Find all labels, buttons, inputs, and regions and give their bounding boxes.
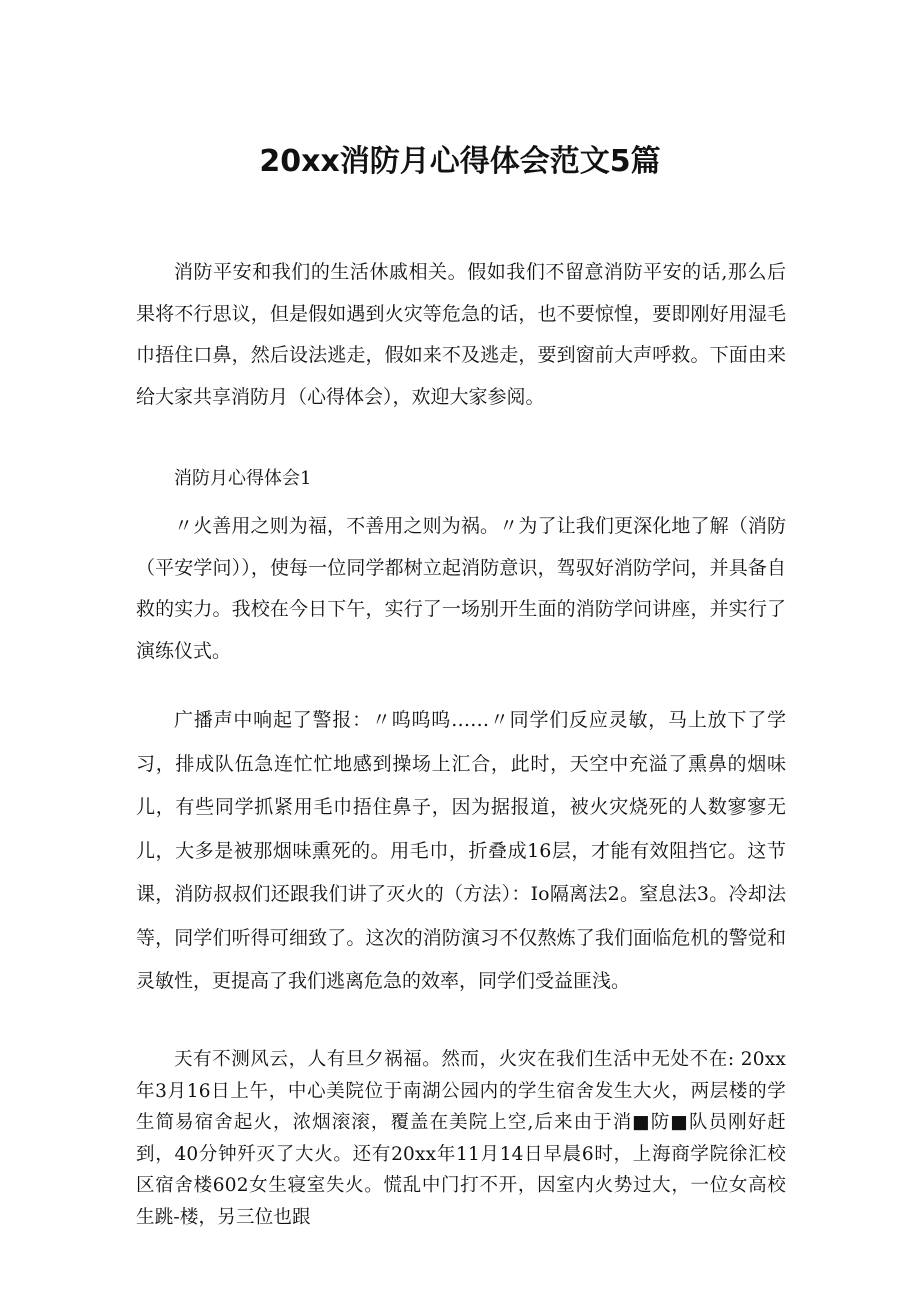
document-title: 20xx消防月心得体会范文5篇 — [259, 144, 661, 179]
section-heading: 消防月心得体会1 — [174, 468, 312, 489]
body-paragraph: 〃火善用之则为福，不善用之则为祸。〃为了让我们更深化地了解（消防（平安学问）），使每一位同学都树立起消防意识，驾驭好消防学问，并具备自救的实力。我校在今日下午，实行了一场别开生面的消防学问讲座，并实行了演练仪式。 — [136, 515, 786, 662]
intro-paragraph: 消防平安和我们的生活休戚相关。假如我们不留意消防平安的话,那么后果将不行思议，但是假如遇到火灾等危急的话，也不要惊惶，要即刚好用湿毛巾捂住口鼻，然后设法逃走，假如来不及逃走，要到窗前大声呼救。下面由来给大家共享消防月（心得体会），欢迎大家参阅。 — [136, 261, 786, 408]
body-paragraph: 广播声中响起了警报：〃呜呜呜……〃同学们反应灵敏，马上放下了学习，排成队伍急连忙忙地感到操场上汇合，此时，天空中充溢了熏鼻的烟味儿，有些同学抓紧用毛巾捂住鼻子，因为据报道，被火灾烧死的人数寥寥无儿，大多是被那烟味熏死的。用毛巾，折叠成16层，才能有效阻挡它。这节课，消防叔叔们还跟我们讲了灭火的（方法）：Io隔离法2。窒息法3。冷却法等，同学们听得可细致了。这次的消防演习不仅熬炼了我们面临危机的警觉和灵敏性，更提高了我们逃离危急的效率，同学们受益匪浅。 — [136, 709, 786, 992]
body-paragraph: 天有不测风云，人有旦夕祸福。然而，火灾在我们生活中无处不在: 20xx年3月16日上午，中心美院位于南湖公园内的学生宿舍发生大火，两层楼的学生简易宿舍起火，浓烟滚滚，覆盖在美院上空,后来由于消■防■队员刚好赶到，40分钟歼灭了大火。还有20xx年11月14日早晨6时，上海商学院徐汇校区宿舍楼602女生寝室失火。慌乱中门打不开，因室内火势过大，一位女高校生跳-楼，另三位也跟 — [136, 1049, 786, 1228]
